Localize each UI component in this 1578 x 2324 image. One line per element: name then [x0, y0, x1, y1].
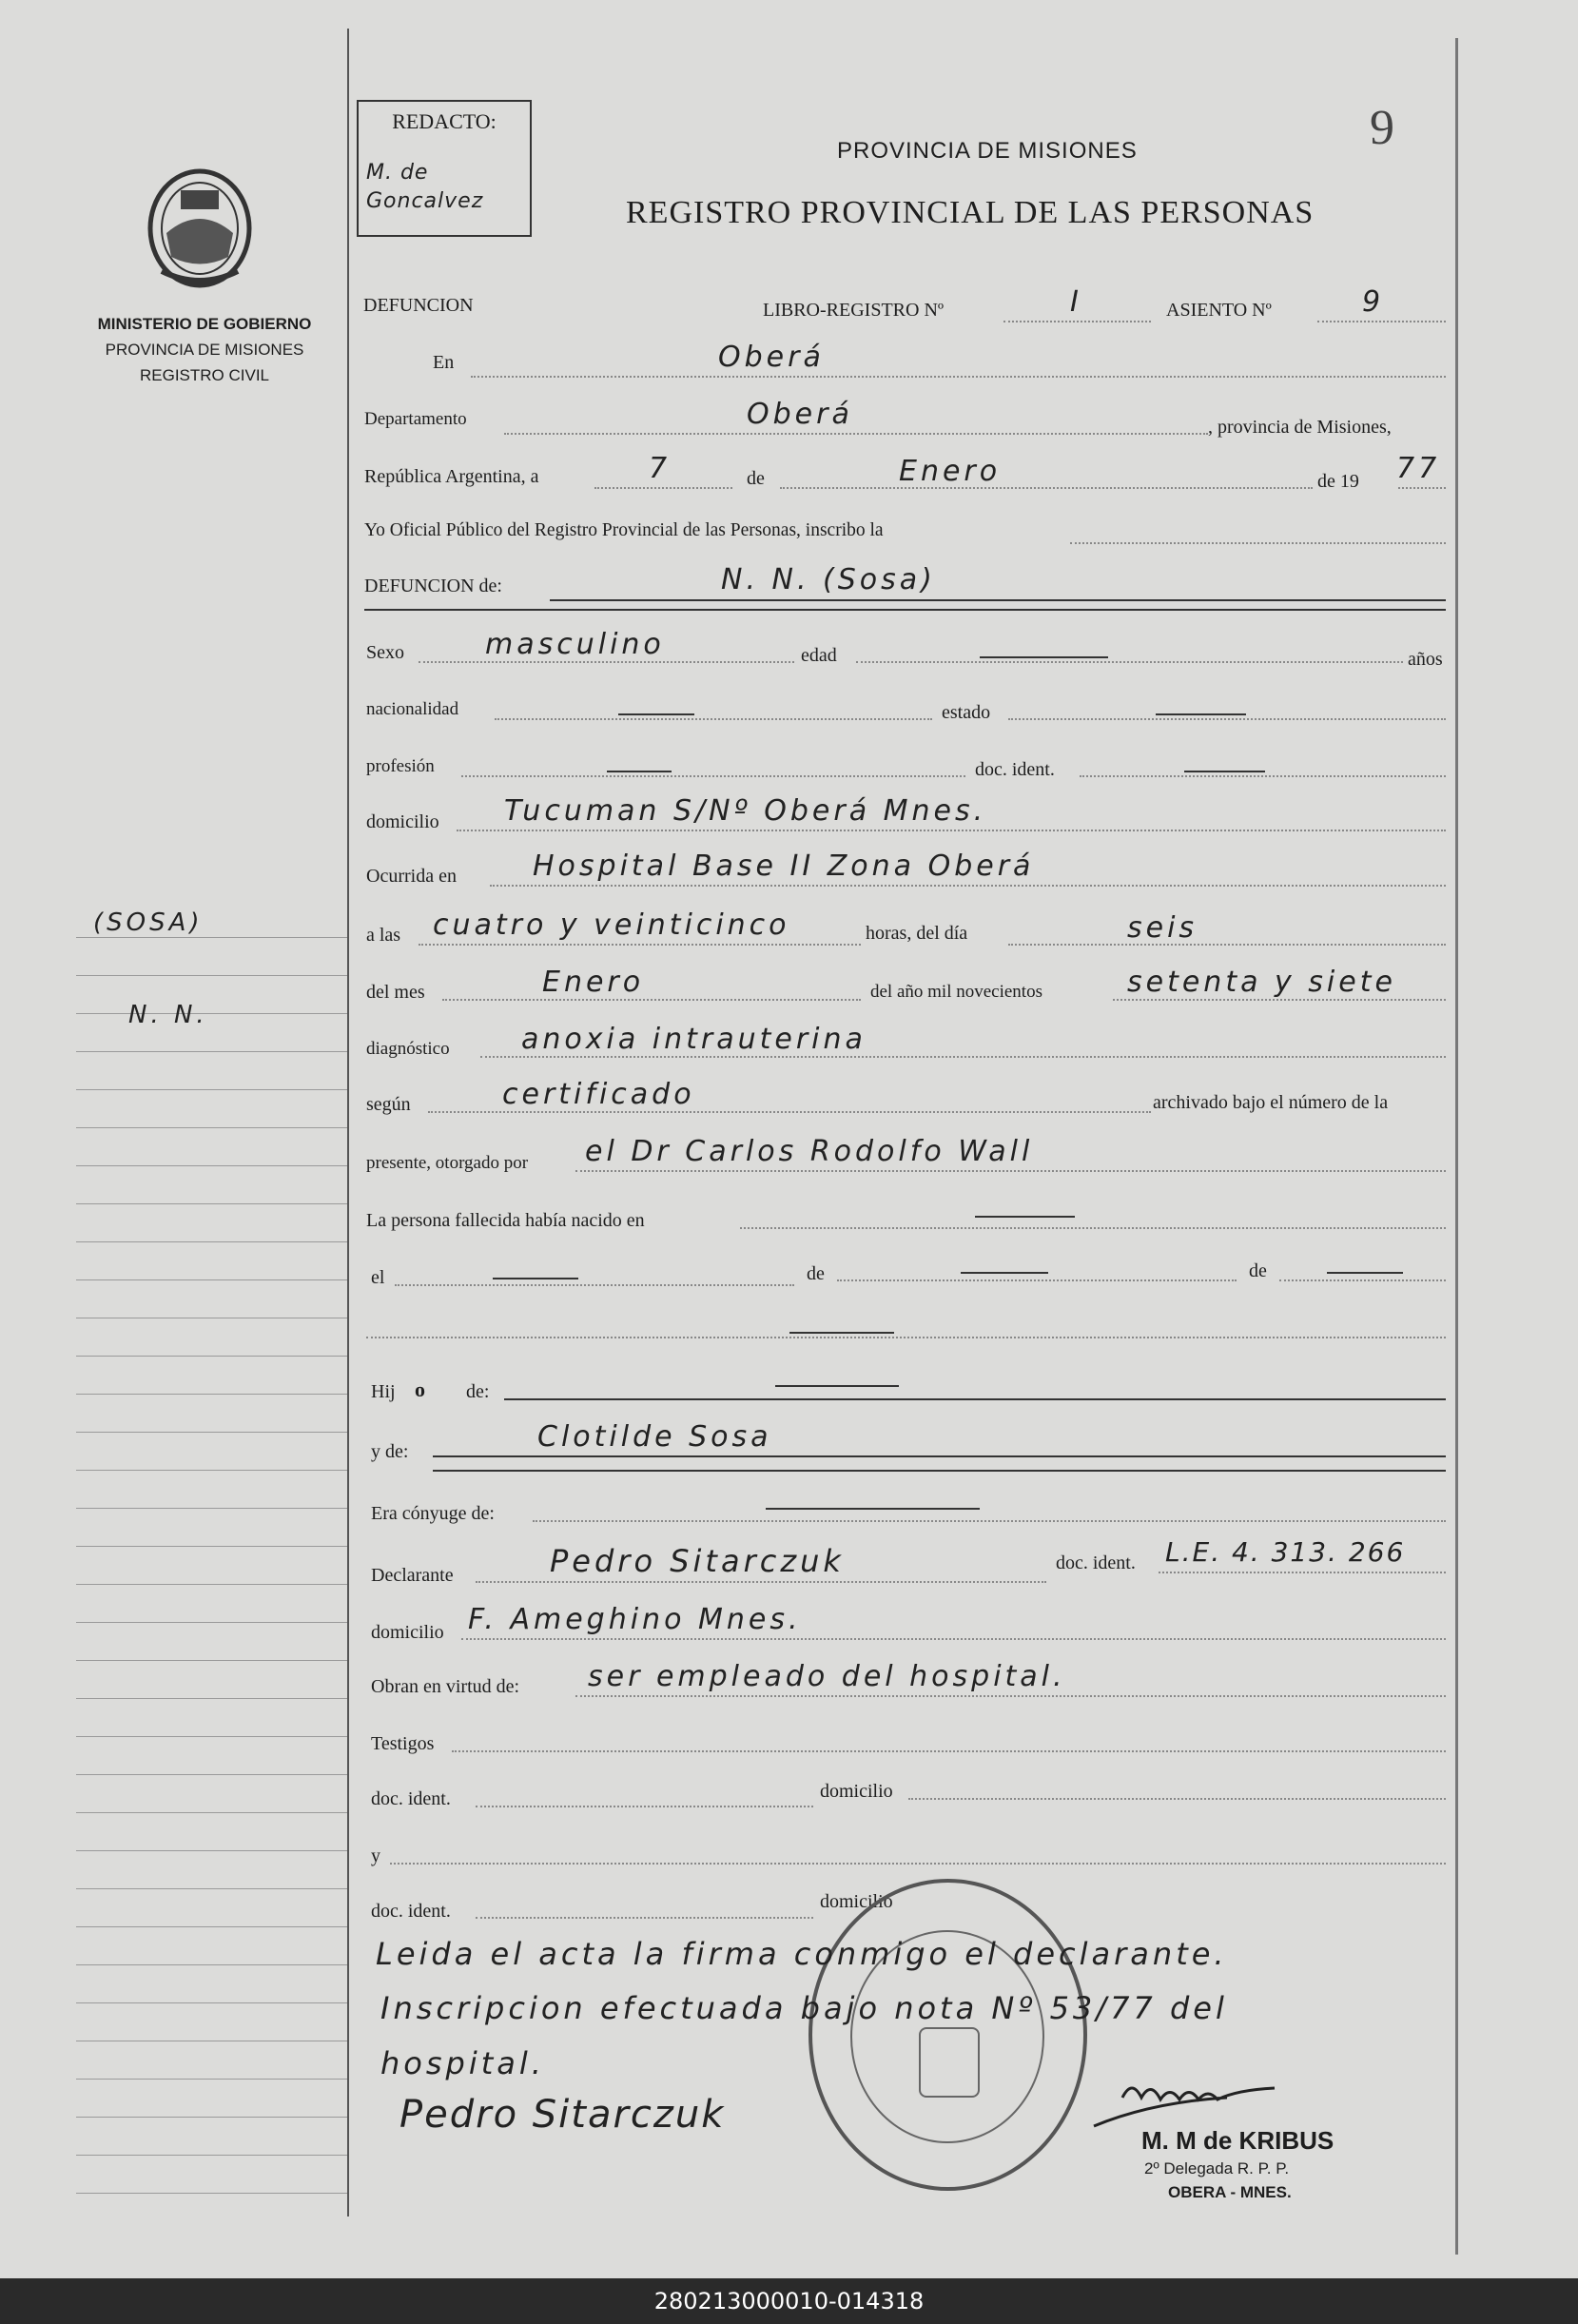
image-id-footer: 280213000010-014318	[0, 2278, 1578, 2324]
testigo2-doc-line	[476, 1917, 813, 1919]
diagnostico-value: anoxia intrauterina	[521, 1023, 867, 1056]
defuncion-de-line	[550, 599, 1446, 601]
conyuge-label: Era cónyuge de:	[371, 1503, 495, 1524]
el-line	[395, 1284, 794, 1286]
margin-ruled-line	[76, 2193, 347, 2194]
profesion-dash	[607, 771, 672, 772]
defuncion-de-underline	[364, 609, 1446, 611]
departamento-label: Departamento	[364, 409, 467, 429]
ministry-line-3: REGISTRO CIVIL	[139, 366, 270, 384]
testigo1-domicilio-line	[908, 1798, 1446, 1800]
margin-ruled-line	[76, 1165, 347, 1166]
y-de-underline	[433, 1470, 1446, 1472]
libro-value: I	[1070, 285, 1082, 319]
declarante-domicilio-line	[461, 1638, 1446, 1640]
oficial-text: Yo Oficial Público del Registro Provincial de las Personas, inscribo la	[364, 520, 884, 540]
doc-ident-line	[1080, 775, 1446, 777]
declarante-line	[476, 1581, 1046, 1583]
hijo-label: Hij	[371, 1381, 396, 1402]
edad-line	[856, 661, 1403, 663]
y-line	[390, 1863, 1446, 1865]
y-de-line	[433, 1455, 1446, 1457]
a-las-line	[419, 944, 861, 946]
sexo-value: masculino	[485, 628, 665, 661]
conyuge-line	[533, 1520, 1446, 1522]
anio-mil-line	[1113, 999, 1446, 1001]
defuncion-de-label: DEFUNCION de:	[364, 576, 502, 596]
testigos-label: Testigos	[371, 1733, 435, 1754]
margin-ruled-line	[76, 1622, 347, 1623]
el-de-label-2: de	[1249, 1260, 1267, 1281]
margin-ruled-line	[76, 1470, 347, 1471]
el-dash	[493, 1278, 578, 1279]
margin-ruled-line	[76, 1203, 347, 1204]
diagnostico-label: diagnóstico	[366, 1039, 450, 1059]
margin-ruled-line	[76, 1394, 347, 1395]
margin-ruled-line	[76, 937, 347, 938]
testigo1-doc-label: doc. ident.	[371, 1788, 451, 1809]
profesion-label: profesión	[366, 756, 435, 776]
en-line	[471, 376, 1446, 378]
presente-label: presente, otorgado por	[366, 1153, 529, 1173]
estado-label: estado	[942, 702, 991, 723]
ocurrida-line	[490, 885, 1446, 887]
redacto-value-line-1: M. de	[366, 161, 429, 185]
declarante-label: Declarante	[371, 1565, 454, 1586]
defuncion-label: DEFUNCION	[363, 295, 474, 316]
page-number: 9	[1370, 101, 1394, 155]
margin-ruled-line	[76, 1812, 347, 1813]
hijo-suffix: o	[415, 1377, 425, 1401]
presente-value: el Dr Carlos Rodolfo Wall	[585, 1135, 1034, 1168]
margin-ruled-line	[76, 1241, 347, 1242]
margin-ruled-line	[76, 1774, 347, 1775]
hijo-de-dash	[775, 1385, 899, 1387]
declarante-doc-value: L.E. 4. 313. 266	[1165, 1536, 1406, 1568]
margin-ruled-line	[76, 1089, 347, 1090]
obran-line	[575, 1695, 1446, 1697]
archivado-label: archivado bajo el número de la	[1153, 1092, 1389, 1113]
anios-label: años	[1408, 649, 1443, 670]
stamp-seal-icon	[919, 2027, 980, 2098]
segun-line	[428, 1111, 1151, 1113]
declarant-signature: Pedro Sitarczuk	[399, 2093, 726, 2137]
nacionalidad-line	[495, 718, 932, 720]
el-de-label-1: de	[807, 1263, 825, 1284]
anio-mil-label: del año mil novecientos	[870, 982, 1042, 1002]
el-de-line-1	[837, 1279, 1237, 1281]
redacto-value	[366, 159, 483, 216]
margin-ruled-line	[76, 1926, 347, 1927]
asiento-label: ASIENTO Nº	[1166, 300, 1272, 321]
official-stamp-icon	[808, 1879, 1087, 2191]
declarante-domicilio-value: F. Ameghino Mnes.	[468, 1603, 802, 1636]
testigo2-domicilio-label: domicilio	[820, 1891, 893, 1912]
page-edge	[1455, 38, 1458, 2255]
nacionalidad-dash	[618, 713, 694, 715]
conyuge-dash	[766, 1508, 980, 1510]
ocurrida-value: Hospital Base II Zona Oberá	[533, 850, 1035, 883]
estado-dash	[1156, 713, 1246, 715]
redacto-value-line-2: Goncalvez	[366, 189, 484, 213]
anio-value: 77	[1396, 452, 1441, 485]
hijo-de-label: de:	[466, 1381, 490, 1402]
provincial-seal-icon	[143, 166, 257, 290]
estado-line	[1008, 718, 1446, 720]
margin-ruled-line	[76, 1508, 347, 1509]
asiento-value: 9	[1362, 285, 1385, 319]
y-label: y	[371, 1846, 380, 1866]
dia-value: 7	[649, 452, 672, 485]
anio-prefix: de 19	[1317, 471, 1359, 492]
testigo2-doc-label: doc. ident.	[371, 1901, 451, 1922]
declarante-doc-line	[1159, 1572, 1446, 1573]
a-las-value: cuatro y veinticinco	[433, 908, 790, 942]
official-name: M. M de KRIBUS	[1141, 2126, 1334, 2155]
domicilio-line	[457, 830, 1446, 831]
edad-label: edad	[801, 645, 837, 666]
declarante-doc-label: doc. ident.	[1056, 1553, 1136, 1573]
margin-ruled-line	[76, 2002, 347, 2003]
anio-line	[1398, 487, 1446, 489]
margin-ruled-line	[76, 1127, 347, 1128]
margin-note-name: N. N.	[128, 1001, 208, 1029]
profesion-line	[461, 775, 965, 777]
margin-ruled-line	[76, 1051, 347, 1052]
sexo-line	[419, 661, 794, 663]
segun-label: según	[366, 1094, 411, 1115]
republica-de-label: de	[747, 468, 765, 489]
dia-line	[594, 487, 732, 489]
testigo1-doc-line	[476, 1806, 813, 1807]
anio-texto-value: setenta y siete	[1127, 966, 1396, 999]
asiento-line	[1317, 321, 1446, 322]
en-value: Oberá	[718, 341, 825, 374]
nacido-label: La persona fallecida había nacido en	[366, 1210, 645, 1231]
margin-note-surname: (SOSA)	[93, 908, 204, 937]
blank-line-1	[366, 1337, 1446, 1338]
margin-ruled-line	[76, 2155, 347, 2156]
ocurrida-label: Ocurrida en	[366, 866, 457, 887]
margin-ruled-line	[76, 2079, 347, 2080]
declarante-value: Pedro Sitarczuk	[550, 1543, 845, 1579]
margin-ruled-line	[76, 1888, 347, 1889]
el-de-line-2	[1279, 1279, 1446, 1281]
del-mes-value: Enero	[542, 966, 645, 999]
official-place: OBERA - MNES.	[1168, 2183, 1292, 2201]
libro-label: LIBRO-REGISTRO Nº	[763, 300, 945, 321]
margin-ruled-line	[76, 1964, 347, 1965]
margin-ruled-line	[76, 2117, 347, 2118]
testigo1-domicilio-label: domicilio	[820, 1781, 893, 1802]
nacido-line	[740, 1227, 1446, 1229]
obran-value: ser empleado del hospital.	[588, 1660, 1066, 1693]
mes-value: Enero	[899, 455, 1002, 488]
registry-title: REGISTRO PROVINCIAL DE LAS PERSONAS	[626, 195, 1315, 230]
margin-ruled-line	[76, 1356, 347, 1357]
margin-ruled-line	[76, 1850, 347, 1851]
margin-ruled-line	[76, 1698, 347, 1699]
departamento-value: Oberá	[747, 398, 853, 431]
blank-dash-1	[789, 1332, 894, 1334]
official-title: 2º Delegada R. P. P.	[1144, 2159, 1290, 2178]
del-mes-label: del mes	[366, 982, 425, 1003]
margin-ruled-line	[76, 1279, 347, 1280]
redacto-box	[357, 100, 532, 237]
defuncion-de-value: N. N. (Sosa)	[721, 563, 936, 596]
segun-value: certificado	[502, 1078, 695, 1111]
official-signature-icon	[1084, 2060, 1313, 2136]
note-line-3: hospital.	[380, 2045, 545, 2081]
province-title: PROVINCIA DE MISIONES	[837, 138, 1138, 164]
del-mes-line	[442, 999, 861, 1001]
note-line-2: Inscripcion efectuada bajo nota Nº 53/77 del	[380, 1990, 1228, 2026]
vertical-divider	[347, 29, 349, 2217]
margin-ruled-line	[76, 1736, 347, 1737]
hijo-de-line	[504, 1398, 1446, 1400]
el-de-dash-2	[1327, 1272, 1403, 1274]
provincia-label: , provincia de Misiones,	[1208, 417, 1392, 438]
republica-label: República Argentina, a	[364, 466, 539, 487]
ministry-header	[67, 311, 342, 388]
a-las-label: a las	[366, 925, 401, 946]
oficial-line	[1070, 542, 1446, 544]
declarante-domicilio-label: domicilio	[371, 1622, 444, 1643]
margin-ruled-line	[76, 1546, 347, 1547]
testigos-line	[452, 1750, 1446, 1752]
dia-texto-value: seis	[1127, 911, 1198, 945]
redacto-label: REDACTO:	[392, 109, 497, 133]
diagnostico-line	[480, 1056, 1446, 1058]
doc-ident-dash	[1184, 771, 1265, 772]
ministry-line-2: PROVINCIA DE MISIONES	[105, 341, 304, 359]
sexo-label: Sexo	[366, 642, 404, 663]
y-de-value: Clotilde Sosa	[537, 1420, 772, 1454]
presente-line	[575, 1170, 1446, 1172]
nacionalidad-label: nacionalidad	[366, 699, 459, 719]
margin-ruled-line	[76, 975, 347, 976]
doc-ident-label: doc. ident.	[975, 759, 1055, 780]
obran-label: Obran en virtud de:	[371, 1676, 520, 1697]
ministry-line-1: MINISTERIO DE GOBIERNO	[97, 315, 312, 333]
domicilio-value: Tucuman S/Nº Oberá Mnes.	[504, 794, 987, 828]
margin-ruled-line	[76, 1660, 347, 1661]
el-label: el	[371, 1267, 385, 1288]
libro-line	[1003, 321, 1151, 322]
nacido-dash	[975, 1216, 1075, 1218]
margin-ruled-line	[76, 1013, 347, 1014]
domicilio-label: domicilio	[366, 811, 439, 832]
edad-dash	[980, 656, 1108, 658]
y-de-label: y de:	[371, 1441, 409, 1462]
margin-ruled-line	[76, 1584, 347, 1585]
horas-label: horas, del día	[866, 923, 968, 944]
departamento-line	[504, 433, 1208, 435]
el-de-dash-1	[961, 1272, 1048, 1274]
margin-ruled-line	[76, 1432, 347, 1433]
mes-line	[780, 487, 1313, 489]
note-line-1: Leida el acta la firma conmigo el declarante.	[376, 1936, 1228, 1972]
en-label: En	[433, 352, 455, 373]
horas-line	[1008, 944, 1446, 946]
